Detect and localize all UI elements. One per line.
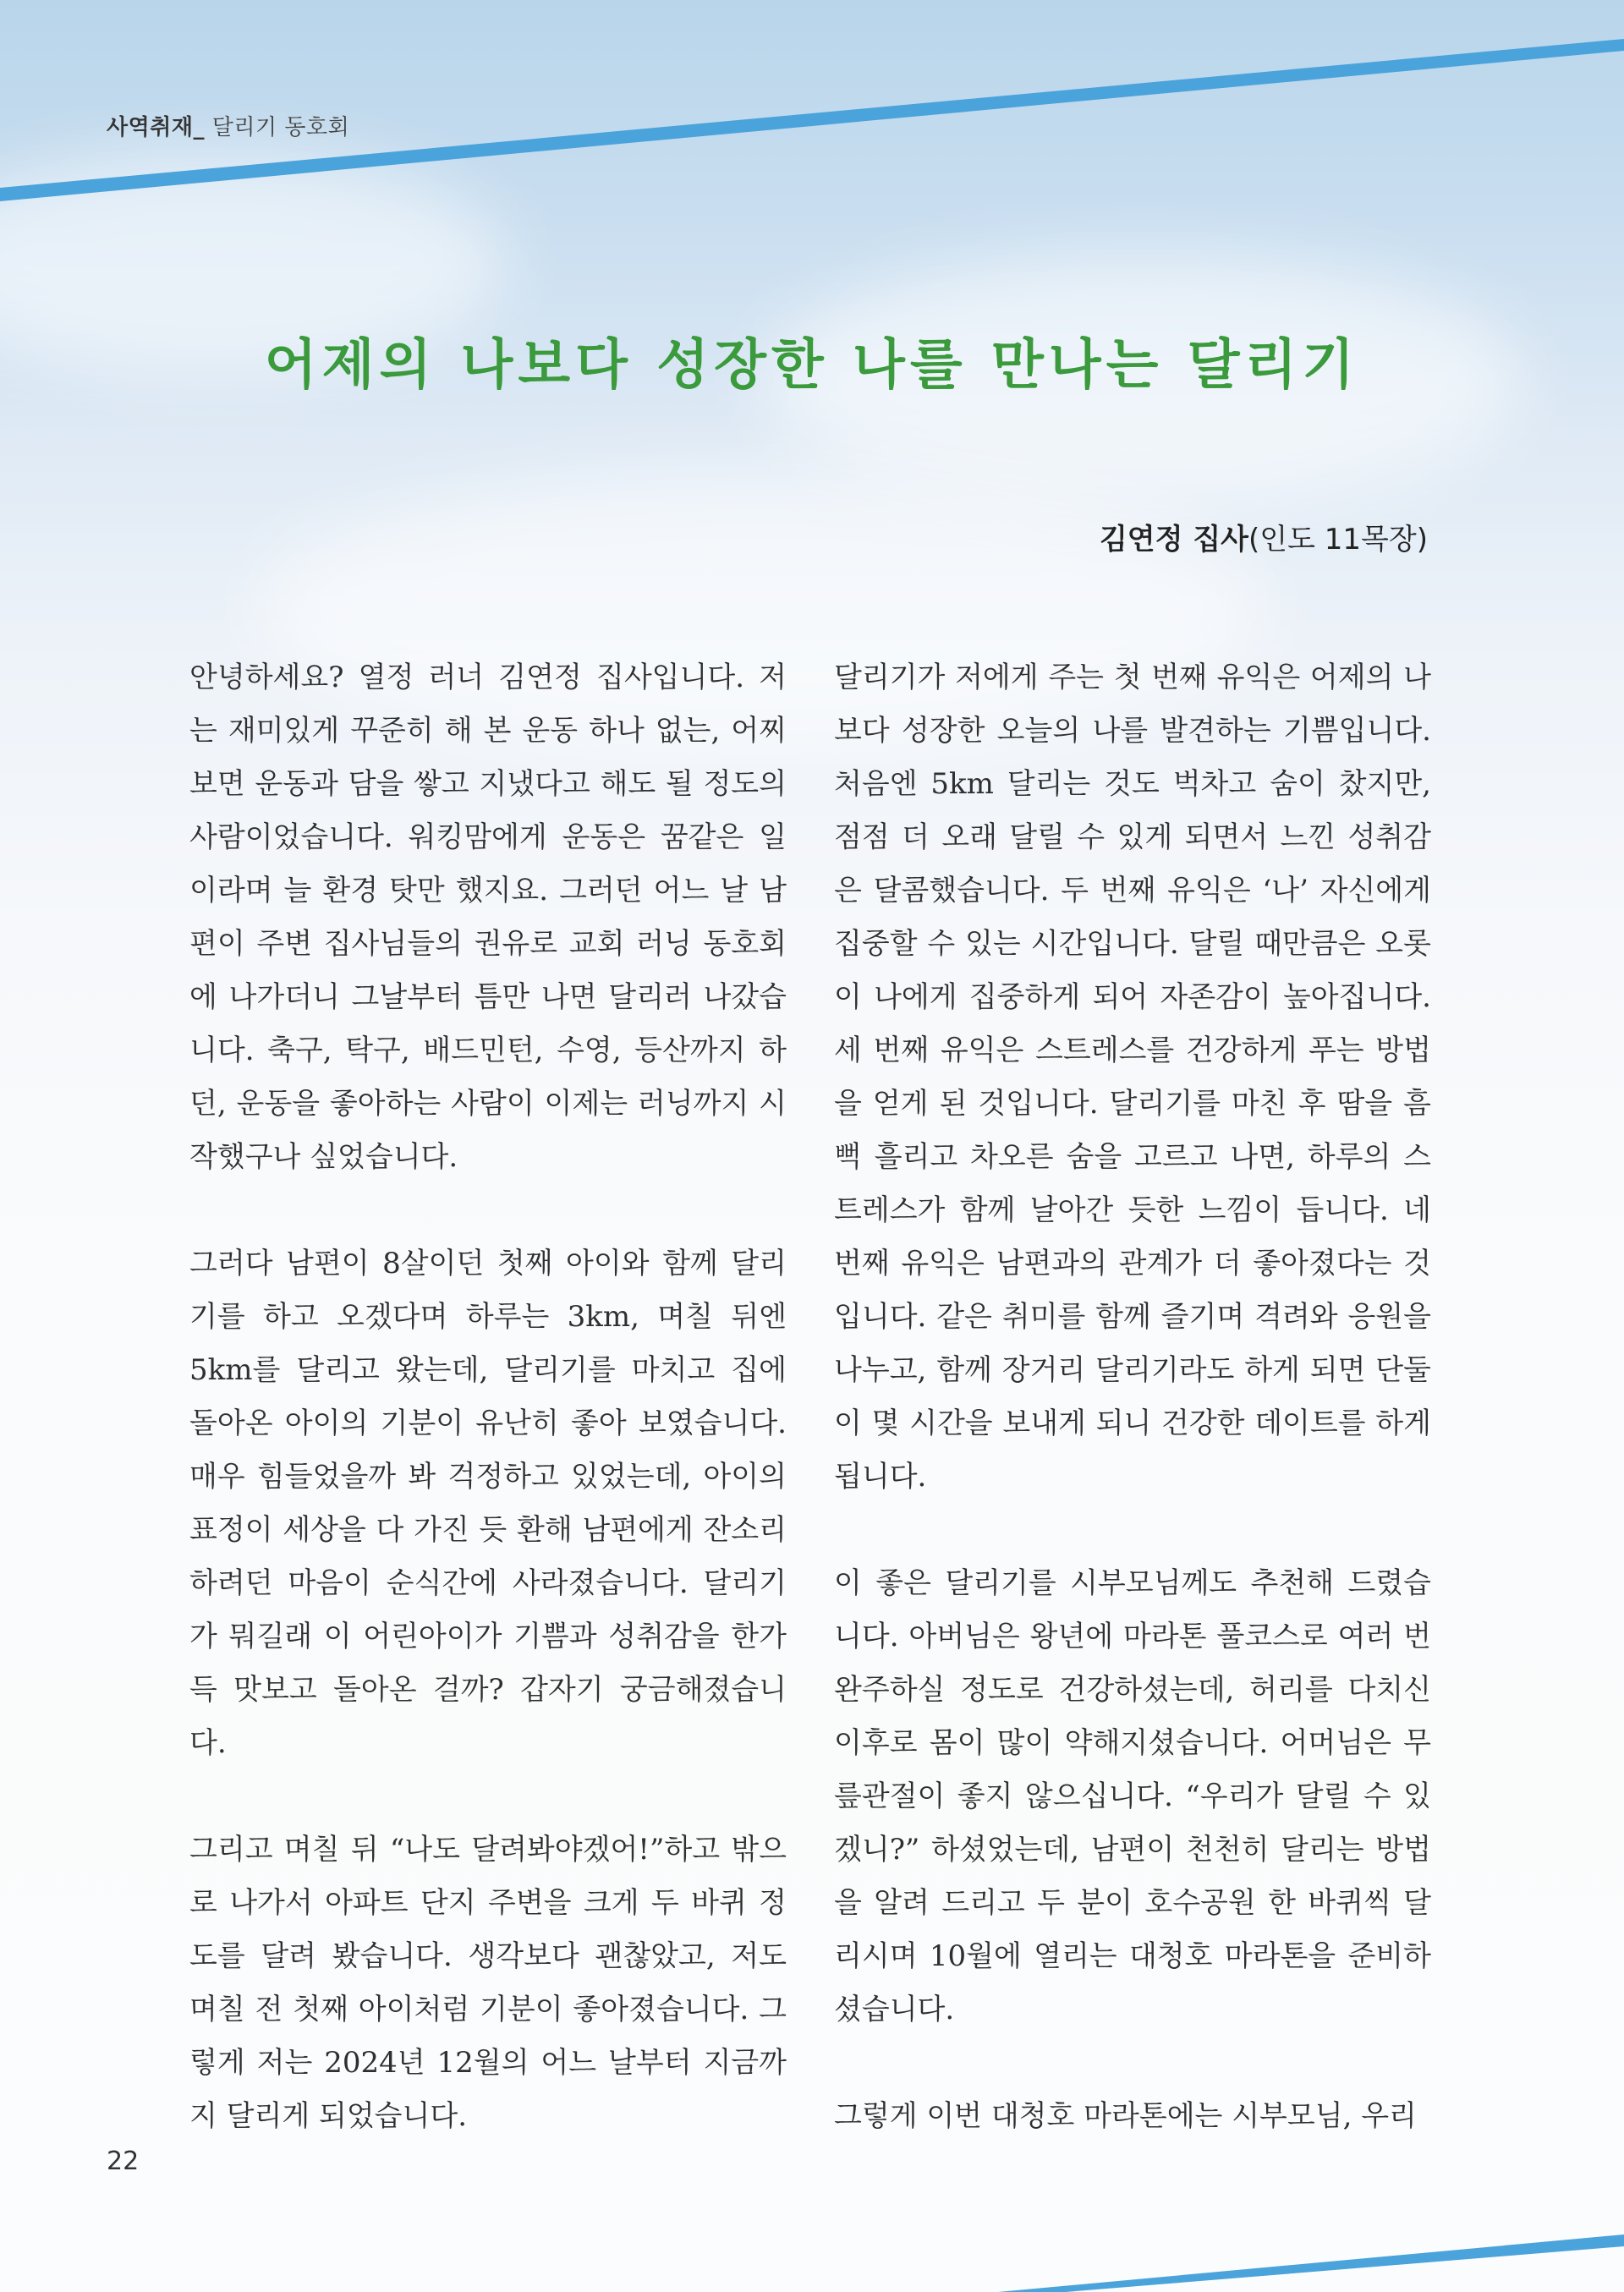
- section-label: 사역취재_: [107, 115, 205, 140]
- author-byline: [1100, 516, 1428, 557]
- bottom-blue-stripe: [0, 2191, 1624, 2292]
- page-number: 22: [107, 2147, 140, 2176]
- author-name: 김연정 집사: [1099, 523, 1249, 557]
- paragraph: 안녕하세요? 열정 러너 김연정 집사입니다. 저는 재미있게 꾸준히 해 본 운동 하나 없는, 어찌 보면 운동과 담을 쌓고 지냈다고 해도 될 정도의 사람이었습니다. 워킹맘에게 운동은 꿈같은 일이라며 늘 환경 탓만 했지요. 그러던 어느 날 남편이 주변 집사님들의 권유로 교회 러닝 동호회에 나가더니 그날부터 틈만 나면 달리러 나갔습니다. 축구, 탁구, 배드민턴, 수영, 등산까지 하던, 운동을 좋아하는 사람이 이제는 러닝까지 시작했구나 싶었습니다.: [189, 661, 787, 1174]
- author-role: (인도 11목장): [1248, 523, 1428, 557]
- paragraph: 그러다 남편이 8살이던 첫째 아이와 함께 달리기를 하고 오겠다며 하루는 3km, 며칠 뒤엔 5km를 달리고 왔는데, 달리기를 마치고 집에 돌아온 아이의 기분이 유난히 좋아 보였습니다. 매우 힘들었을까 봐 걱정하고 있었는데, 아이의 표정이 세상을 다 가진 듯 환해 남편에게 잔소리하려던 마음이 순식간에 사라졌습니다. 달리기가 뭐길래 이 어린아이가 기쁨과 성취감을 한가득 맛보고 돌아온 걸까? 갑자기 궁금해졌습니다.: [189, 1247, 787, 1760]
- left-column: [189, 651, 787, 2196]
- paragraph: 달리기가 저에게 주는 첫 번째 유익은 어제의 나보다 성장한 오늘의 나를 발견하는 기쁨입니다. 처음엔 5km 달리는 것도 벅차고 숨이 찼지만, 점점 더 오래 달릴 수 있게 되면서 느낀 성취감은 달콤했습니다. 두 번째 유익은 ‘나’ 자신에게 집중할 수 있는 시간입니다. 달릴 때만큼은 오롯이 나에게 집중하게 되어 자존감이 높아집니다. 세 번째 유익은 스트레스를 건강하게 푸는 방법을 얻게 된 것입니다. 달리기를 마친 후 땀을 흠뻑 흘리고 차오른 숨을 고르고 나면, 하루의 스트레스가 함께 날아간 듯한 느낌이 듭니다. 네 번째 유익은 남편과의 관계가 더 좋아졌다는 것입니다. 같은 취미를 함께 즐기며 격려와 응원을 나누고, 함께 장거리 달리기라도 하게 되면 단둘이 몇 시간을 보내게 되니 건강한 데이트를 하게 됩니다.: [834, 661, 1431, 1494]
- article-title: 어제의 나보다 성장한 나를 만나는 달리기: [264, 334, 1360, 397]
- paragraph: 그렇게 이번 대청호 마라톤에는 시부모님, 우리: [834, 2099, 1417, 2133]
- paragraph: 그리고 며칠 뒤 “나도 달려봐야겠어!”하고 밖으로 나가서 아파트 단지 주변을 크게 두 바퀴 정도를 달려 봤습니다. 생각보다 괜찮았고, 저도 며칠 전 첫째 아이처럼 기분이 좋아졌습니다. 그렇게 저는 2024년 12월의 어느 날부터 지금까지 달리게 되었습니다.: [189, 1833, 787, 2133]
- right-column: [834, 651, 1431, 2196]
- section-header: [107, 110, 349, 141]
- paragraph: 이 좋은 달리기를 시부모님께도 추천해 드렸습니다. 아버님은 왕년에 마라톤 풀코스로 여러 번 완주하실 정도로 건강하셨는데, 허리를 다치신 이후로 몸이 많이 약해지셨습니다. 어머님은 무릎관절이 좋지 않으십니다. “우리가 달릴 수 있겠니?” 하셨었는데, 남편이 천천히 달리는 방법을 알려 드리고 두 분이 호수공원 한 바퀴씩 달리시며 10월에 열리는 대청호 마라톤을 준비하셨습니다.: [834, 1566, 1431, 2026]
- section-topic: 달리기 동호회: [204, 115, 350, 140]
